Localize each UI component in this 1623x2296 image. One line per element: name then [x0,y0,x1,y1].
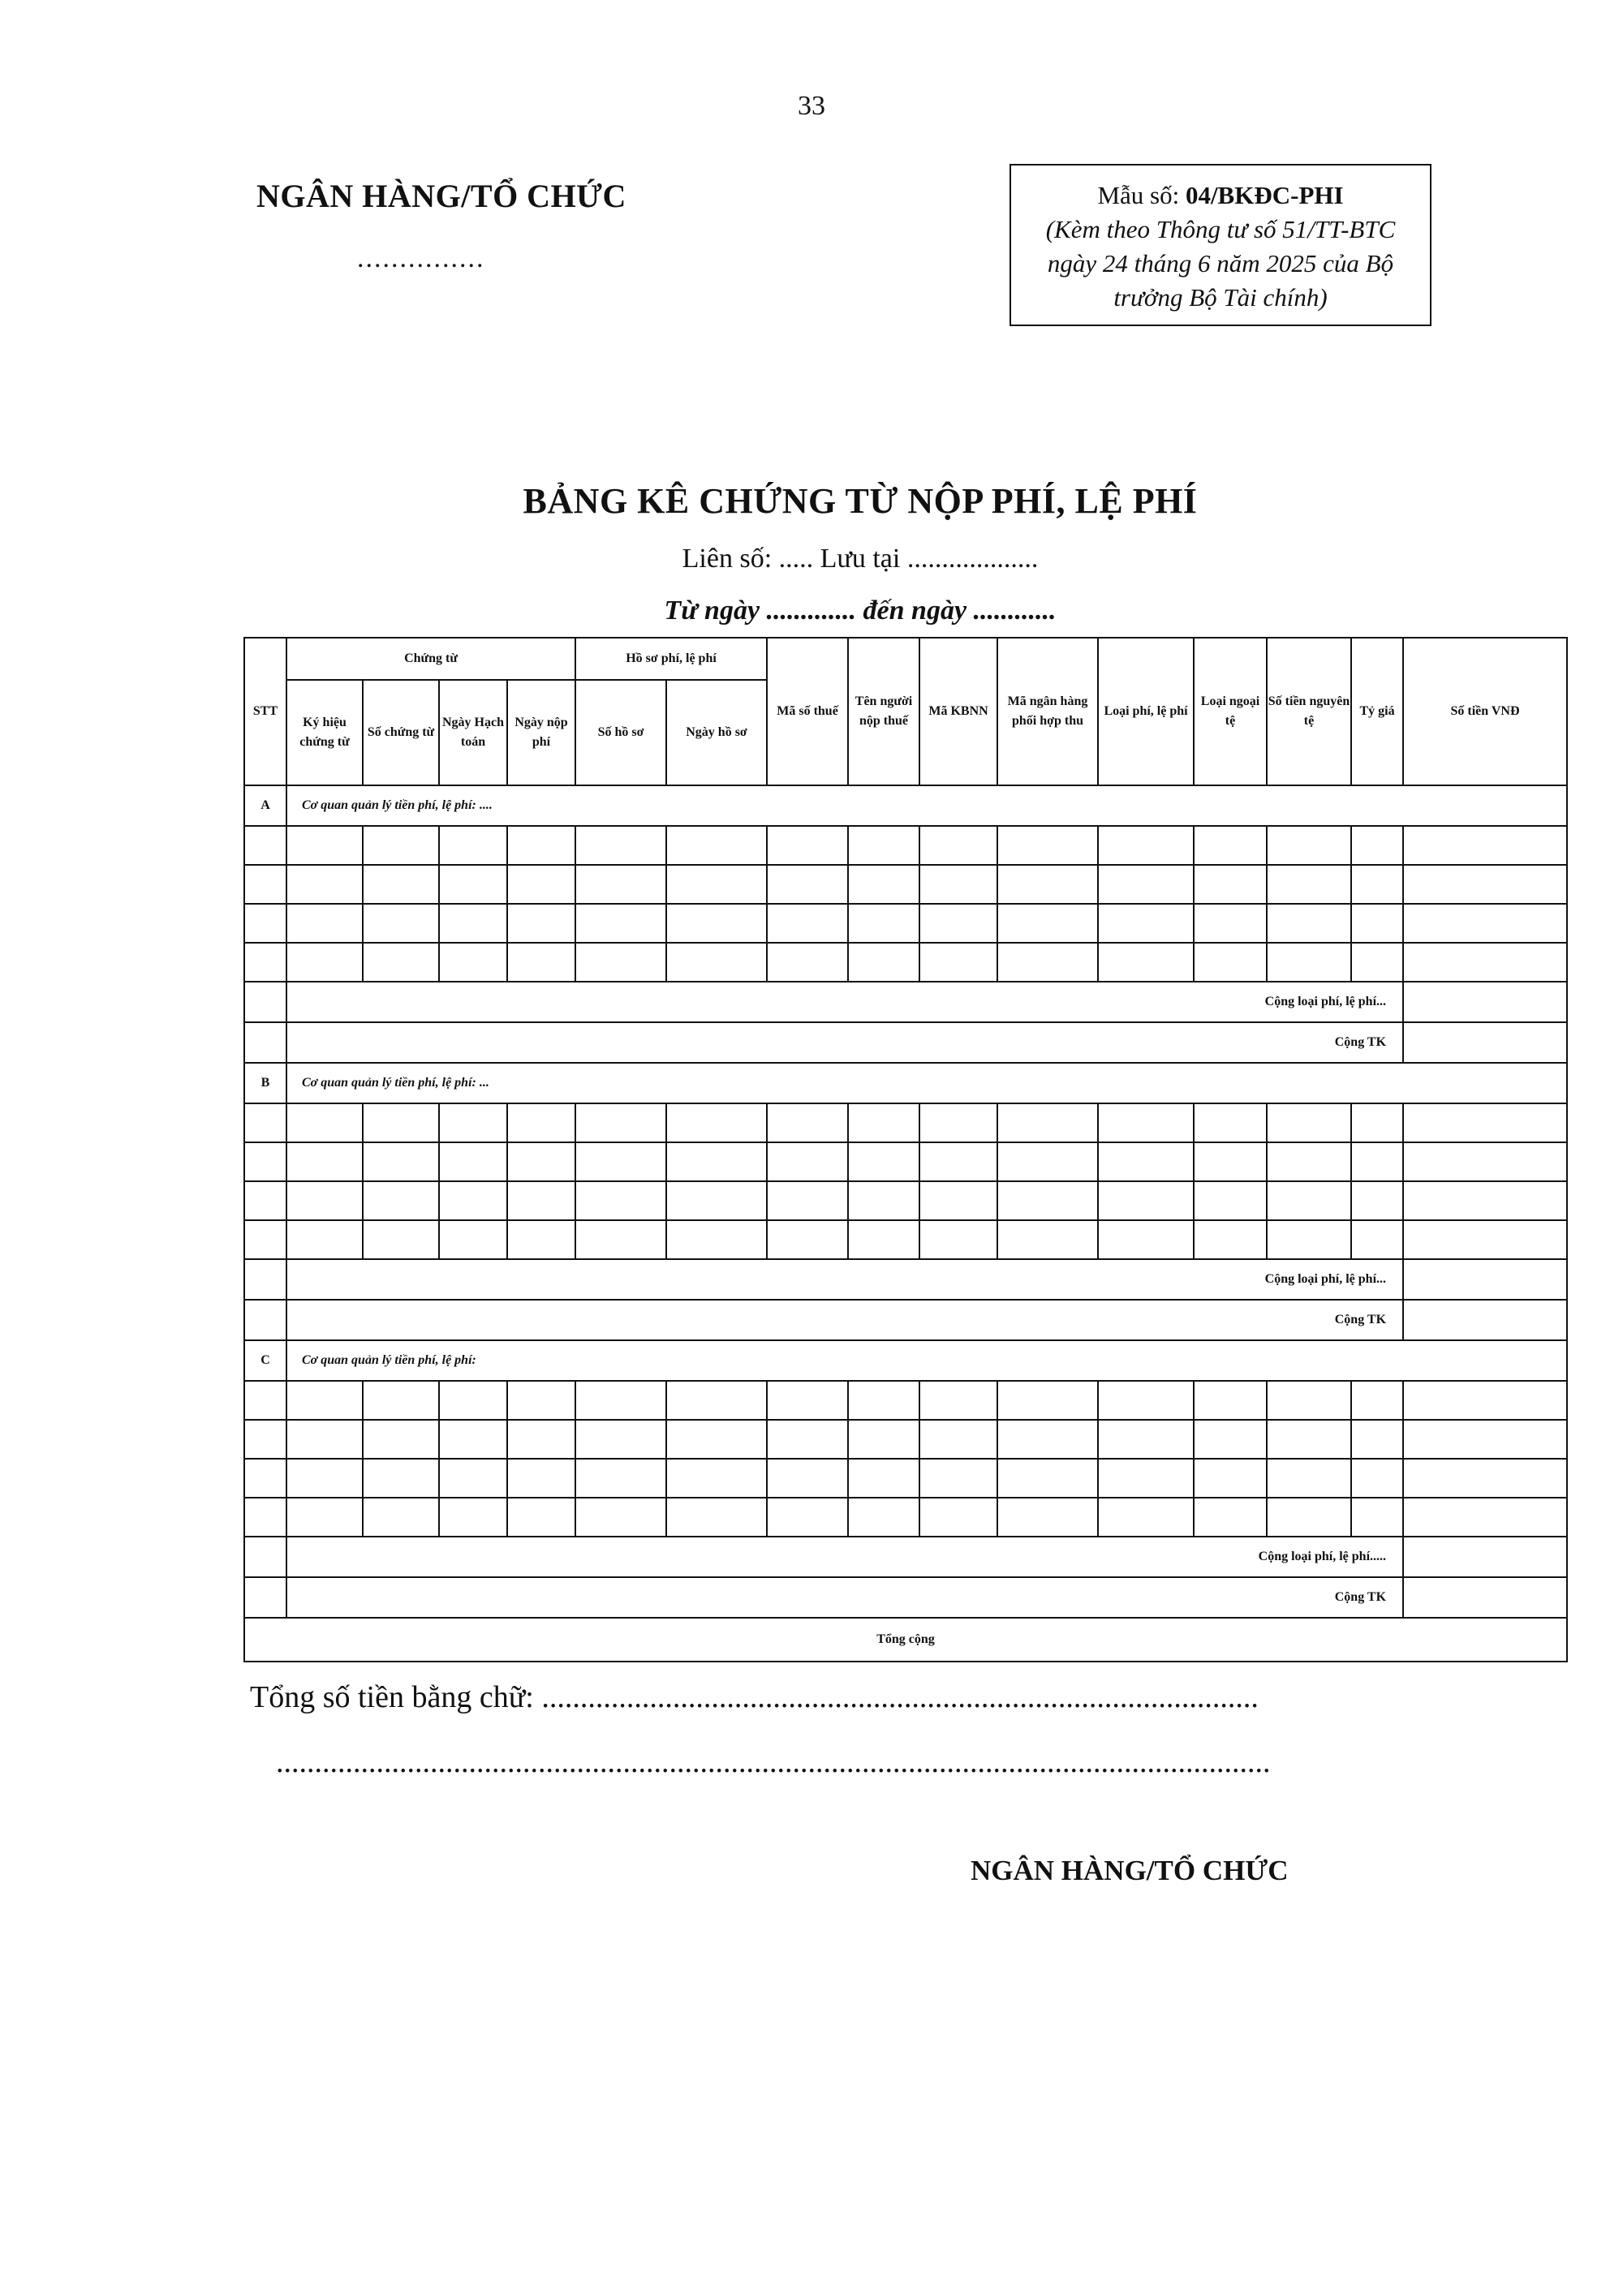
table-row [244,1420,1567,1459]
section-label: Cơ quan quản lý tiền phí, lệ phí: ... [286,1063,1567,1103]
col-voucher-number: Số chứng từ [363,680,439,785]
sum-fee-label: Cộng loại phí, lệ phí... [286,982,1403,1022]
sum-tk-label: Cộng TK [286,1577,1403,1618]
copy-line: Liên số: ..... Lưu tại ................... [682,544,1039,574]
col-currency: Loại ngoại tệ [1194,638,1267,785]
sum-tk-label: Cộng TK [286,1022,1403,1063]
table-row [244,1498,1567,1537]
form-code-box [1010,164,1431,326]
col-dossier-date: Ngày hồ sơ [666,680,767,785]
document-title: BẢNG KÊ CHỨNG TỪ NỘP PHÍ, LỆ PHÍ [523,481,1198,521]
section-code: A [244,785,286,826]
amount-in-words-continuation: ................................................................................................................................. [276,1745,1271,1779]
col-dossier-number: Số hồ sơ [575,680,666,785]
col-bank-code: Mã ngân hàng phối hợp thu [997,638,1098,785]
form-note-line-3: trưởng Bộ Tài chính) [1113,283,1328,312]
organization-name-placeholder: ............... [357,243,485,273]
form-note-line-2: ngày 24 tháng 6 năm 2025 của Bộ [1047,249,1394,277]
section-code: C [244,1340,286,1381]
col-stt: STT [244,638,286,785]
form-code: 04/BKĐC-PHI [1185,181,1344,209]
form-code-prefix: Mẫu số: [1097,181,1186,209]
page-number: 33 [798,91,825,121]
section-code: B [244,1063,286,1103]
col-group-voucher: Chứng từ [286,638,575,680]
col-posting-date: Ngày Hạch toán [439,680,507,785]
col-tax-code: Mã số thuế [767,638,848,785]
section-label: Cơ quan quản lý tiền phí, lệ phí: .... [286,785,1567,826]
table-row [244,904,1567,943]
signature-organization: NGÂN HÀNG/TỔ CHỨC [971,1855,1289,1886]
col-payment-date: Ngày nộp phí [507,680,575,785]
section-label: Cơ quan quản lý tiền phí, lệ phí: [286,1340,1567,1381]
voucher-table [243,637,1568,1662]
table-row [244,1142,1567,1181]
col-fee-type: Loại phí, lệ phí [1098,638,1194,785]
date-range: Từ ngày ............. đến ngày ............ [664,595,1057,626]
form-note-line-1: (Kèm theo Thông tư số 51/TT-BTC [1045,215,1396,243]
table-row [244,826,1567,865]
table-row [244,1103,1567,1142]
table-row [244,1381,1567,1420]
organization-title: NGÂN HÀNG/TỔ CHỨC [256,178,626,214]
col-voucher-symbol: Ký hiệu chứng từ [286,680,363,785]
table-row [244,1181,1567,1220]
table-row [244,1459,1567,1498]
grand-total-label: Tổng cộng [244,1618,1567,1662]
form-code-line [1011,178,1430,213]
amount-in-words: Tổng số tiền bằng chữ: ............................................................................................. [250,1680,1259,1714]
table-row [244,865,1567,904]
sum-tk-label: Cộng TK [286,1300,1403,1340]
sum-fee-label: Cộng loại phí, lệ phí... [286,1259,1403,1300]
col-original-amount: Số tiền nguyên tệ [1267,638,1351,785]
table-row [244,943,1567,982]
col-exchange-rate: Tỷ giá [1351,638,1403,785]
table-row [244,1220,1567,1259]
col-kbnn-code: Mã KBNN [919,638,997,785]
col-vnd-amount: Số tiền VNĐ [1403,638,1567,785]
sum-fee-label: Cộng loại phí, lệ phí..... [286,1537,1403,1577]
col-group-dossier: Hồ sơ phí, lệ phí [575,638,767,680]
col-payer-name: Tên người nộp thuế [848,638,919,785]
